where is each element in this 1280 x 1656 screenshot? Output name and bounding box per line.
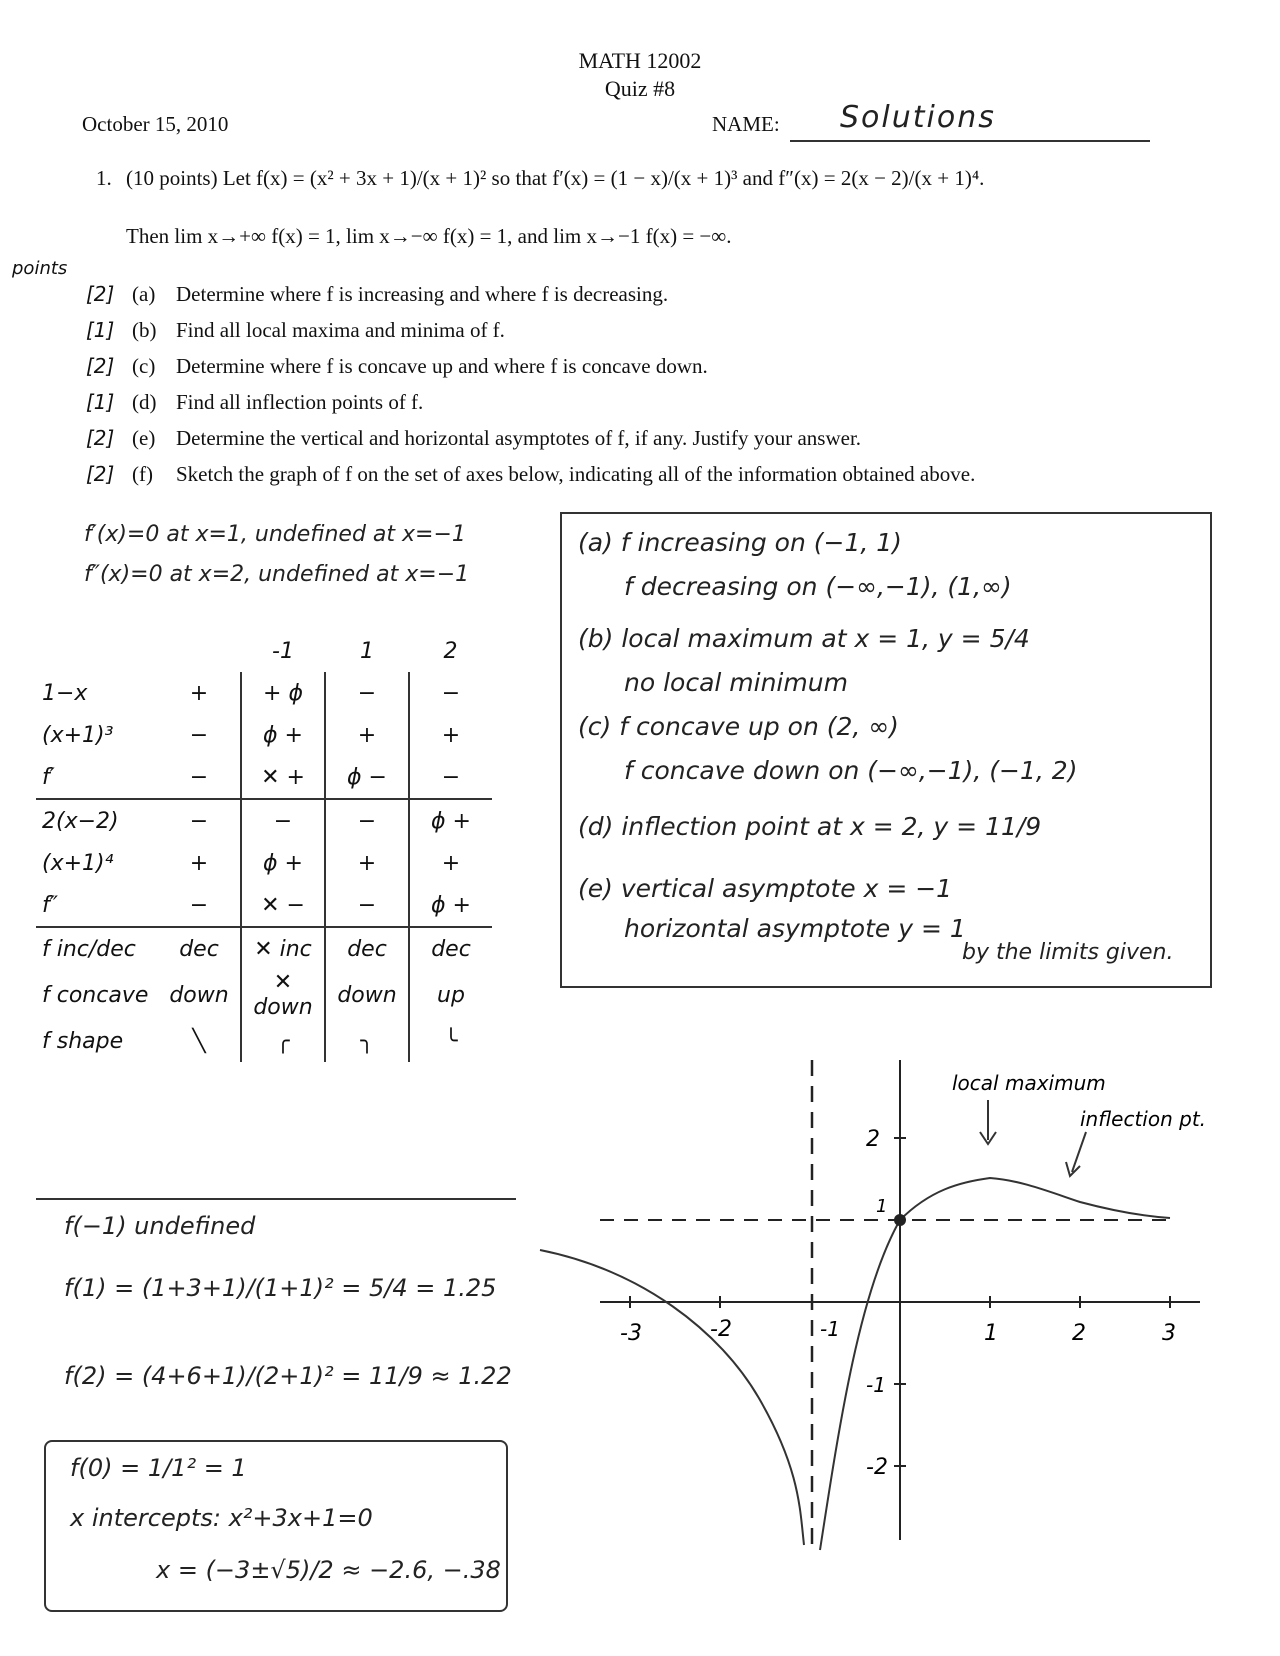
answer-e-horizontal: horizontal asymptote y = 1	[624, 914, 966, 943]
part-text: Sketch the graph of f on the set of axes below, indicating all of the information obtained above.	[176, 462, 976, 486]
problem-statement: (10 points) Let f(x) = (x² + 3x + 1)/(x + 1)² so that f′(x) = (1 − x)/(x + 1)³ and f″(x) = 2(x − 2)/(x + 1)⁴.	[126, 166, 985, 190]
sign-cell: +	[409, 842, 492, 884]
value-f-minus1: f(−1) undefined	[64, 1212, 256, 1240]
part-text: Determine the vertical and horizontal asymptotes of f, if any. Justify your answer.	[176, 426, 862, 450]
y-tick-label: -2	[866, 1455, 888, 1480]
answer-d-inflection: (d) inflection point at x = 2, y = 11/9	[578, 812, 1042, 841]
sign-cell: +	[325, 714, 409, 756]
x-tick-label: 1	[984, 1321, 998, 1346]
sign-chart-table	[36, 630, 492, 1062]
sign-cell: −	[189, 808, 209, 834]
sign-row-label: f shape	[42, 1028, 124, 1054]
sign-row-label: 2(x−2)	[42, 808, 119, 834]
sign-cell: ╭	[241, 1020, 325, 1062]
sign-cell: −	[158, 884, 241, 927]
sign-cell: ✕ down	[241, 970, 325, 1020]
sign-cell: dec	[325, 927, 409, 970]
sign-cell: up	[409, 970, 492, 1020]
sign-cell: ϕ +	[409, 799, 492, 842]
work-divider	[36, 1198, 516, 1200]
sign-cell: down	[169, 982, 229, 1008]
name-underline	[790, 140, 1150, 142]
x-tick-label: 3	[1162, 1321, 1176, 1346]
sign-cell: +	[409, 714, 492, 756]
answers-box	[560, 512, 1212, 988]
part-text: Determine where f is increasing and where f is decreasing.	[176, 282, 669, 306]
sign-cell: −	[409, 672, 492, 714]
problem-number: 1.	[96, 166, 112, 190]
part-points: [2]	[86, 282, 115, 306]
answer-c-up: (c) f concave up on (2, ∞)	[578, 712, 899, 741]
label-local-maximum: local maximum	[952, 1071, 1106, 1095]
part-points: [1]	[86, 318, 115, 342]
name-value: Solutions	[840, 100, 996, 135]
sign-cell: −	[325, 884, 409, 927]
sign-cell: −	[241, 799, 325, 842]
sign-row-label: (x+1)³	[42, 722, 114, 748]
sign-chart-header-cell: 1	[360, 638, 374, 664]
quiz-date: October 15, 2010	[82, 112, 229, 136]
sign-cell: + ϕ	[241, 672, 325, 714]
part-points: [2]	[86, 354, 115, 378]
label-inflection-point: inflection pt.	[1080, 1107, 1207, 1131]
sign-row-label: 1−x	[42, 680, 88, 706]
sign-cell: dec	[409, 927, 492, 970]
x-tick-label: 2	[1072, 1321, 1086, 1346]
sign-chart-gap	[158, 630, 241, 672]
part-label: (a)	[132, 282, 156, 306]
part-label: (f)	[132, 462, 153, 486]
graph-sketch	[520, 1040, 1220, 1560]
y-tick-label: 2	[866, 1127, 880, 1152]
part-label: (b)	[132, 318, 157, 342]
sign-cell: +	[189, 680, 209, 706]
sign-cell: +	[189, 850, 209, 876]
y-intercept-point	[894, 1214, 906, 1226]
sign-cell: ✕ −	[241, 884, 325, 927]
y-tick-label: -1	[866, 1373, 886, 1397]
part-label: (c)	[132, 354, 156, 378]
intercept-x-equation: x intercepts: x²+3x+1=0	[70, 1504, 373, 1532]
part-text: Determine where f is concave up and where f is concave down.	[176, 354, 708, 378]
part-points: [2]	[86, 426, 115, 450]
sign-row-label: f′	[36, 756, 158, 799]
sign-cell: ϕ −	[325, 756, 409, 799]
sign-cell: ╮	[325, 1020, 409, 1062]
y-tick-label: 1	[876, 1196, 888, 1217]
sign-row-label: f″	[36, 884, 158, 927]
course-title: MATH 12002	[578, 48, 702, 73]
name-label: NAME:	[712, 112, 780, 136]
sign-chart-header-cell: 2	[443, 638, 458, 664]
answer-b-max: (b) local maximum at x = 1, y = 5/4	[578, 624, 1030, 653]
part-points: [1]	[86, 390, 115, 414]
sign-cell: ╰	[409, 1020, 492, 1062]
sign-cell: ϕ +	[241, 842, 325, 884]
answer-c-down: f concave down on (−∞,−1), (−1, 2)	[624, 756, 1078, 785]
x-tick-label: -2	[710, 1317, 732, 1342]
x-tick-label: -1	[820, 1317, 840, 1341]
sign-cell: ϕ +	[241, 714, 325, 756]
sign-row-label: (x+1)⁴	[42, 850, 114, 876]
sign-chart	[36, 630, 492, 1062]
sign-cell: ϕ +	[409, 884, 492, 927]
intercept-x-values: x = (−3±√5)/2 ≈ −2.6, −.38	[156, 1556, 501, 1584]
sign-cell: ╲	[192, 1028, 206, 1054]
sign-cell: −	[189, 722, 209, 748]
work-line-fdoubleprime: f″(x)=0 at x=2, undefined at x=−1	[84, 562, 470, 587]
answer-a-increasing: (a) f increasing on (−1, 1)	[578, 528, 902, 557]
answer-b-min: no local minimum	[624, 668, 848, 697]
sign-cell: ✕ +	[241, 756, 325, 799]
sign-cell: −	[325, 672, 409, 714]
sign-cell: ✕ inc	[241, 927, 325, 970]
value-f2: f(2) = (4+6+1)/(2+1)² = 11/9 ≈ 1.22	[64, 1362, 512, 1390]
answer-e-justification: by the limits given.	[962, 940, 1174, 965]
part-label: (d)	[132, 390, 157, 414]
answer-e-vertical: (e) vertical asymptote x = −1	[578, 874, 953, 903]
sign-cell: −	[325, 799, 409, 842]
sign-cell: −	[409, 756, 492, 799]
x-tick-label: -3	[620, 1321, 642, 1346]
sign-row-label: f concave	[42, 982, 149, 1008]
intercept-y: f(0) = 1/1² = 1	[70, 1454, 247, 1482]
work-line-fprime: f′(x)=0 at x=1, undefined at x=−1	[84, 522, 466, 547]
points-note: points	[12, 258, 68, 279]
sign-row-label: f inc/dec	[42, 936, 136, 962]
part-text: Find all local maxima and minima of f.	[176, 318, 505, 342]
sign-chart-corner	[36, 630, 158, 672]
part-text: Find all inflection points of f.	[176, 390, 424, 414]
part-points: [2]	[86, 462, 115, 486]
sign-cell: −	[158, 756, 241, 799]
sign-cell: dec	[179, 936, 219, 962]
answer-a-decreasing: f decreasing on (−∞,−1), (1,∞)	[624, 572, 1012, 601]
sign-cell: +	[325, 842, 409, 884]
curve-left-branch	[540, 1250, 804, 1545]
part-label: (e)	[132, 426, 156, 450]
problem-limits: Then lim x→+∞ f(x) = 1, lim x→−∞ f(x) = 1, and lim x→−1 f(x) = −∞.	[126, 224, 732, 248]
curve-right-branch	[820, 1178, 1170, 1550]
sign-cell: down	[325, 970, 409, 1020]
sign-chart-header-cell: -1	[272, 638, 294, 664]
intercepts-box	[44, 1440, 508, 1612]
quiz-title: Quiz #8	[604, 76, 676, 101]
value-f1: f(1) = (1+3+1)/(1+1)² = 5/4 = 1.25	[64, 1274, 497, 1302]
